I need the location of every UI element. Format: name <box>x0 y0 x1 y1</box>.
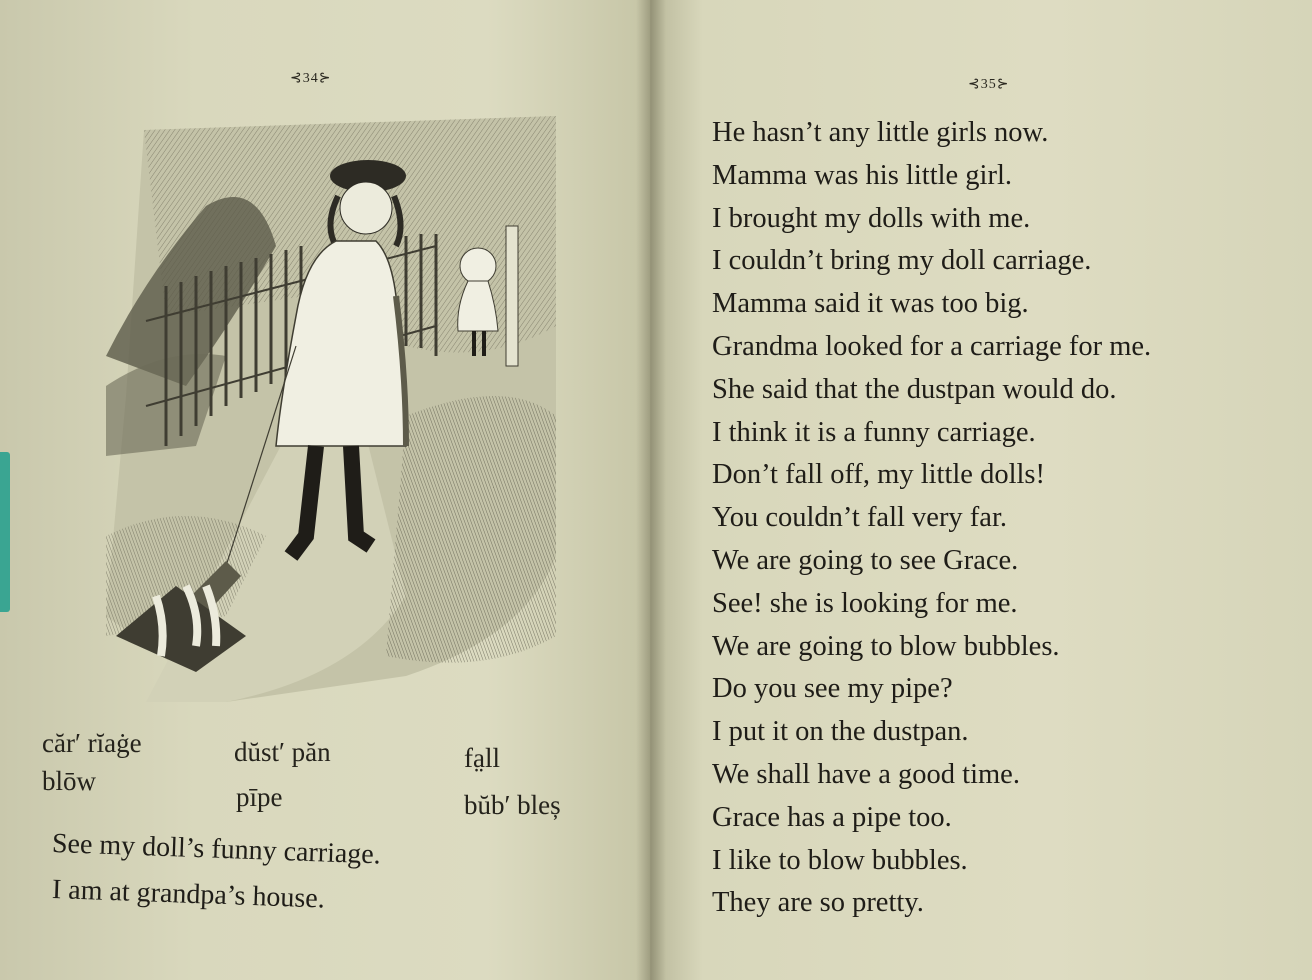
vocab-blow: blōw <box>42 766 96 796</box>
story-line: I couldn’t bring my doll carriage. <box>712 245 1092 277</box>
story-line: I brought my dolls with me. <box>712 202 1031 234</box>
vocab-dustpan: dŭst′ păn <box>234 737 331 767</box>
caption-line-1: See my doll’s funny carriage. <box>51 828 382 871</box>
vocab-fall: fa̤ll <box>464 743 500 773</box>
story-line: Grace has a pipe too. <box>712 801 952 833</box>
ornament-right: ⊱ <box>318 71 332 86</box>
vocab-pipe: pīpe <box>236 782 283 812</box>
engraving-girl-pulling-dustpan <box>106 116 558 702</box>
vocab-bubbles: bŭb′ bleș <box>464 790 561 820</box>
page-number-right <box>968 76 1009 93</box>
story-line: I like to blow bubbles. <box>712 844 968 876</box>
story-line: I put it on the dustpan. <box>712 716 969 748</box>
story-line: I think it is a funny carriage. <box>712 416 1036 448</box>
story-line: Mamma was his little girl. <box>712 159 1013 191</box>
story-line: You couldn’t fall very far. <box>712 502 1007 534</box>
illustration-svg <box>106 116 558 702</box>
ornament-left: ⊰ <box>290 71 303 86</box>
story-line: Mamma said it was too big. <box>712 288 1029 320</box>
story-line: She said that the dustpan would do. <box>712 373 1117 405</box>
story-line: We shall have a good time. <box>712 758 1020 790</box>
story-text <box>712 112 1302 925</box>
story-line: See! she is looking for me. <box>712 587 1018 619</box>
story-line: Don’t fall off, my little dolls! <box>712 459 1045 491</box>
vocab-carriage: căr′ rĭaġe <box>42 728 142 758</box>
page-number-left <box>290 70 331 87</box>
story-line: We are going to see Grace. <box>712 544 1019 576</box>
page-number-text: 34 <box>302 71 319 86</box>
story-line: We are going to blow bubbles. <box>712 630 1060 662</box>
ornament-left: ⊰ <box>968 77 981 92</box>
story-line: Grandma looked for a carriage for me. <box>712 330 1152 362</box>
story-line: They are so pretty. <box>712 887 924 919</box>
bookmark-tab <box>0 452 10 612</box>
caption-line-2: I am at grandpa’s house. <box>51 874 326 915</box>
page-number-text: 35 <box>980 77 997 92</box>
book-gutter <box>636 0 666 980</box>
ornament-right: ⊱ <box>996 77 1010 92</box>
story-line: He hasn’t any little girls now. <box>712 117 1049 148</box>
left-page <box>0 0 650 980</box>
story-line: Do you see my pipe? <box>712 673 953 705</box>
